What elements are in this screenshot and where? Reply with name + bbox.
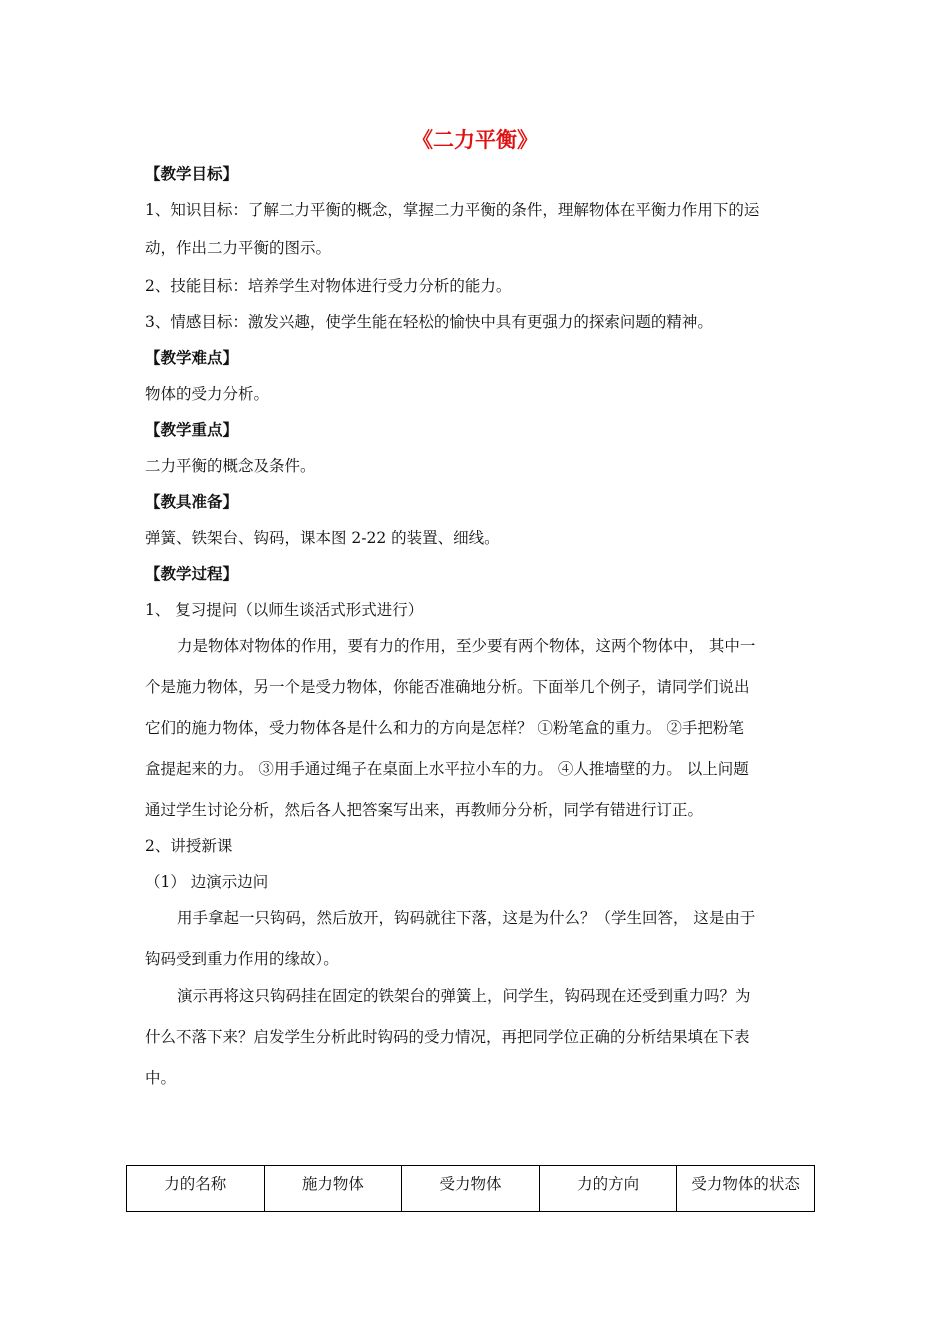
paragraph-1-line-4: 盒提起来的力。 ③用手通过绳子在桌面上水平拉小车的力。 ④人推墙壁的力。 以上问题 [145,760,749,778]
paragraph-3-line-1: 演示再将这只钩码挂在固定的铁架台的弹簧上，问学生，钩码现在还受到重力吗？为 [177,987,751,1005]
table-header-cell: 施力物体 [264,1166,402,1212]
force-analysis-table [126,1165,815,1212]
substep-1: （1） 边演示边问 [145,873,269,891]
process-step-2: 2、讲授新课 [145,837,233,855]
paragraph-1-line-1: 力是物体对物体的作用，要有力的作用，至少要有两个物体，这两个物体中， 其中一 [177,637,756,655]
key-points-heading: 【教学重点】 [145,421,239,439]
paragraph-3-line-2: 什么不落下来？启发学生分析此时钩码的受力情况，再把同学位正确的分析结果填在下表 [145,1028,750,1046]
objective-3: 3、情感目标：激发兴趣，使学生能在轻松的愉快中具有更强力的探索问题的精神。 [145,313,713,331]
table-header-row [127,1166,815,1212]
objective-2: 2、技能目标：培养学生对物体进行受力分析的能力。 [145,277,512,295]
difficulty-heading: 【教学难点】 [145,349,239,367]
paragraph-1-line-5: 通过学生讨论分析，然后各人把答案写出来，再教师分分析，同学有错进行订正。 [145,801,704,819]
paragraph-1-line-2: 个是施力物体，另一个是受力物体，你能否准确地分析。下面举几个例子，请同学们说出 [145,678,750,696]
table-header-cell: 受力物体 [402,1166,540,1212]
document-title: 《二力平衡》 [412,128,538,152]
paragraph-2-line-1: 用手拿起一只钩码，然后放开，钩码就往下落，这是为什么？（学生回答， 这是由于 [177,909,756,927]
table-header-cell: 力的名称 [127,1166,265,1212]
objective-1-line-2: 动，作出二力平衡的图示。 [145,239,332,257]
table-header-cell: 力的方向 [539,1166,677,1212]
table-header-cell: 受力物体的状态 [677,1166,815,1212]
difficulty-text: 物体的受力分析。 [145,385,270,403]
paragraph-3-line-3: 中。 [145,1069,177,1087]
process-step-1: 1、 复习提问（以师生谈活式形式进行） [145,601,424,619]
objectives-heading: 【教学目标】 [145,165,239,183]
tools-heading: 【教具准备】 [145,493,239,511]
paragraph-2-line-2: 钩码受到重力作用的缘故）。 [145,950,339,968]
objective-1-line-1: 1、知识目标：了解二力平衡的概念，掌握二力平衡的条件，理解物体在平衡力作用下的运 [145,201,760,219]
tools-text: 弹簧、铁架台、钩码，课本图 2-22 的装置、细线。 [145,529,500,547]
key-points-text: 二力平衡的概念及条件。 [145,457,316,475]
paragraph-1-line-3: 它们的施力物体，受力物体各是什么和力的方向是怎样？ ①粉笔盒的重力。 ②手把粉笔 [145,719,744,737]
process-heading: 【教学过程】 [145,565,239,583]
